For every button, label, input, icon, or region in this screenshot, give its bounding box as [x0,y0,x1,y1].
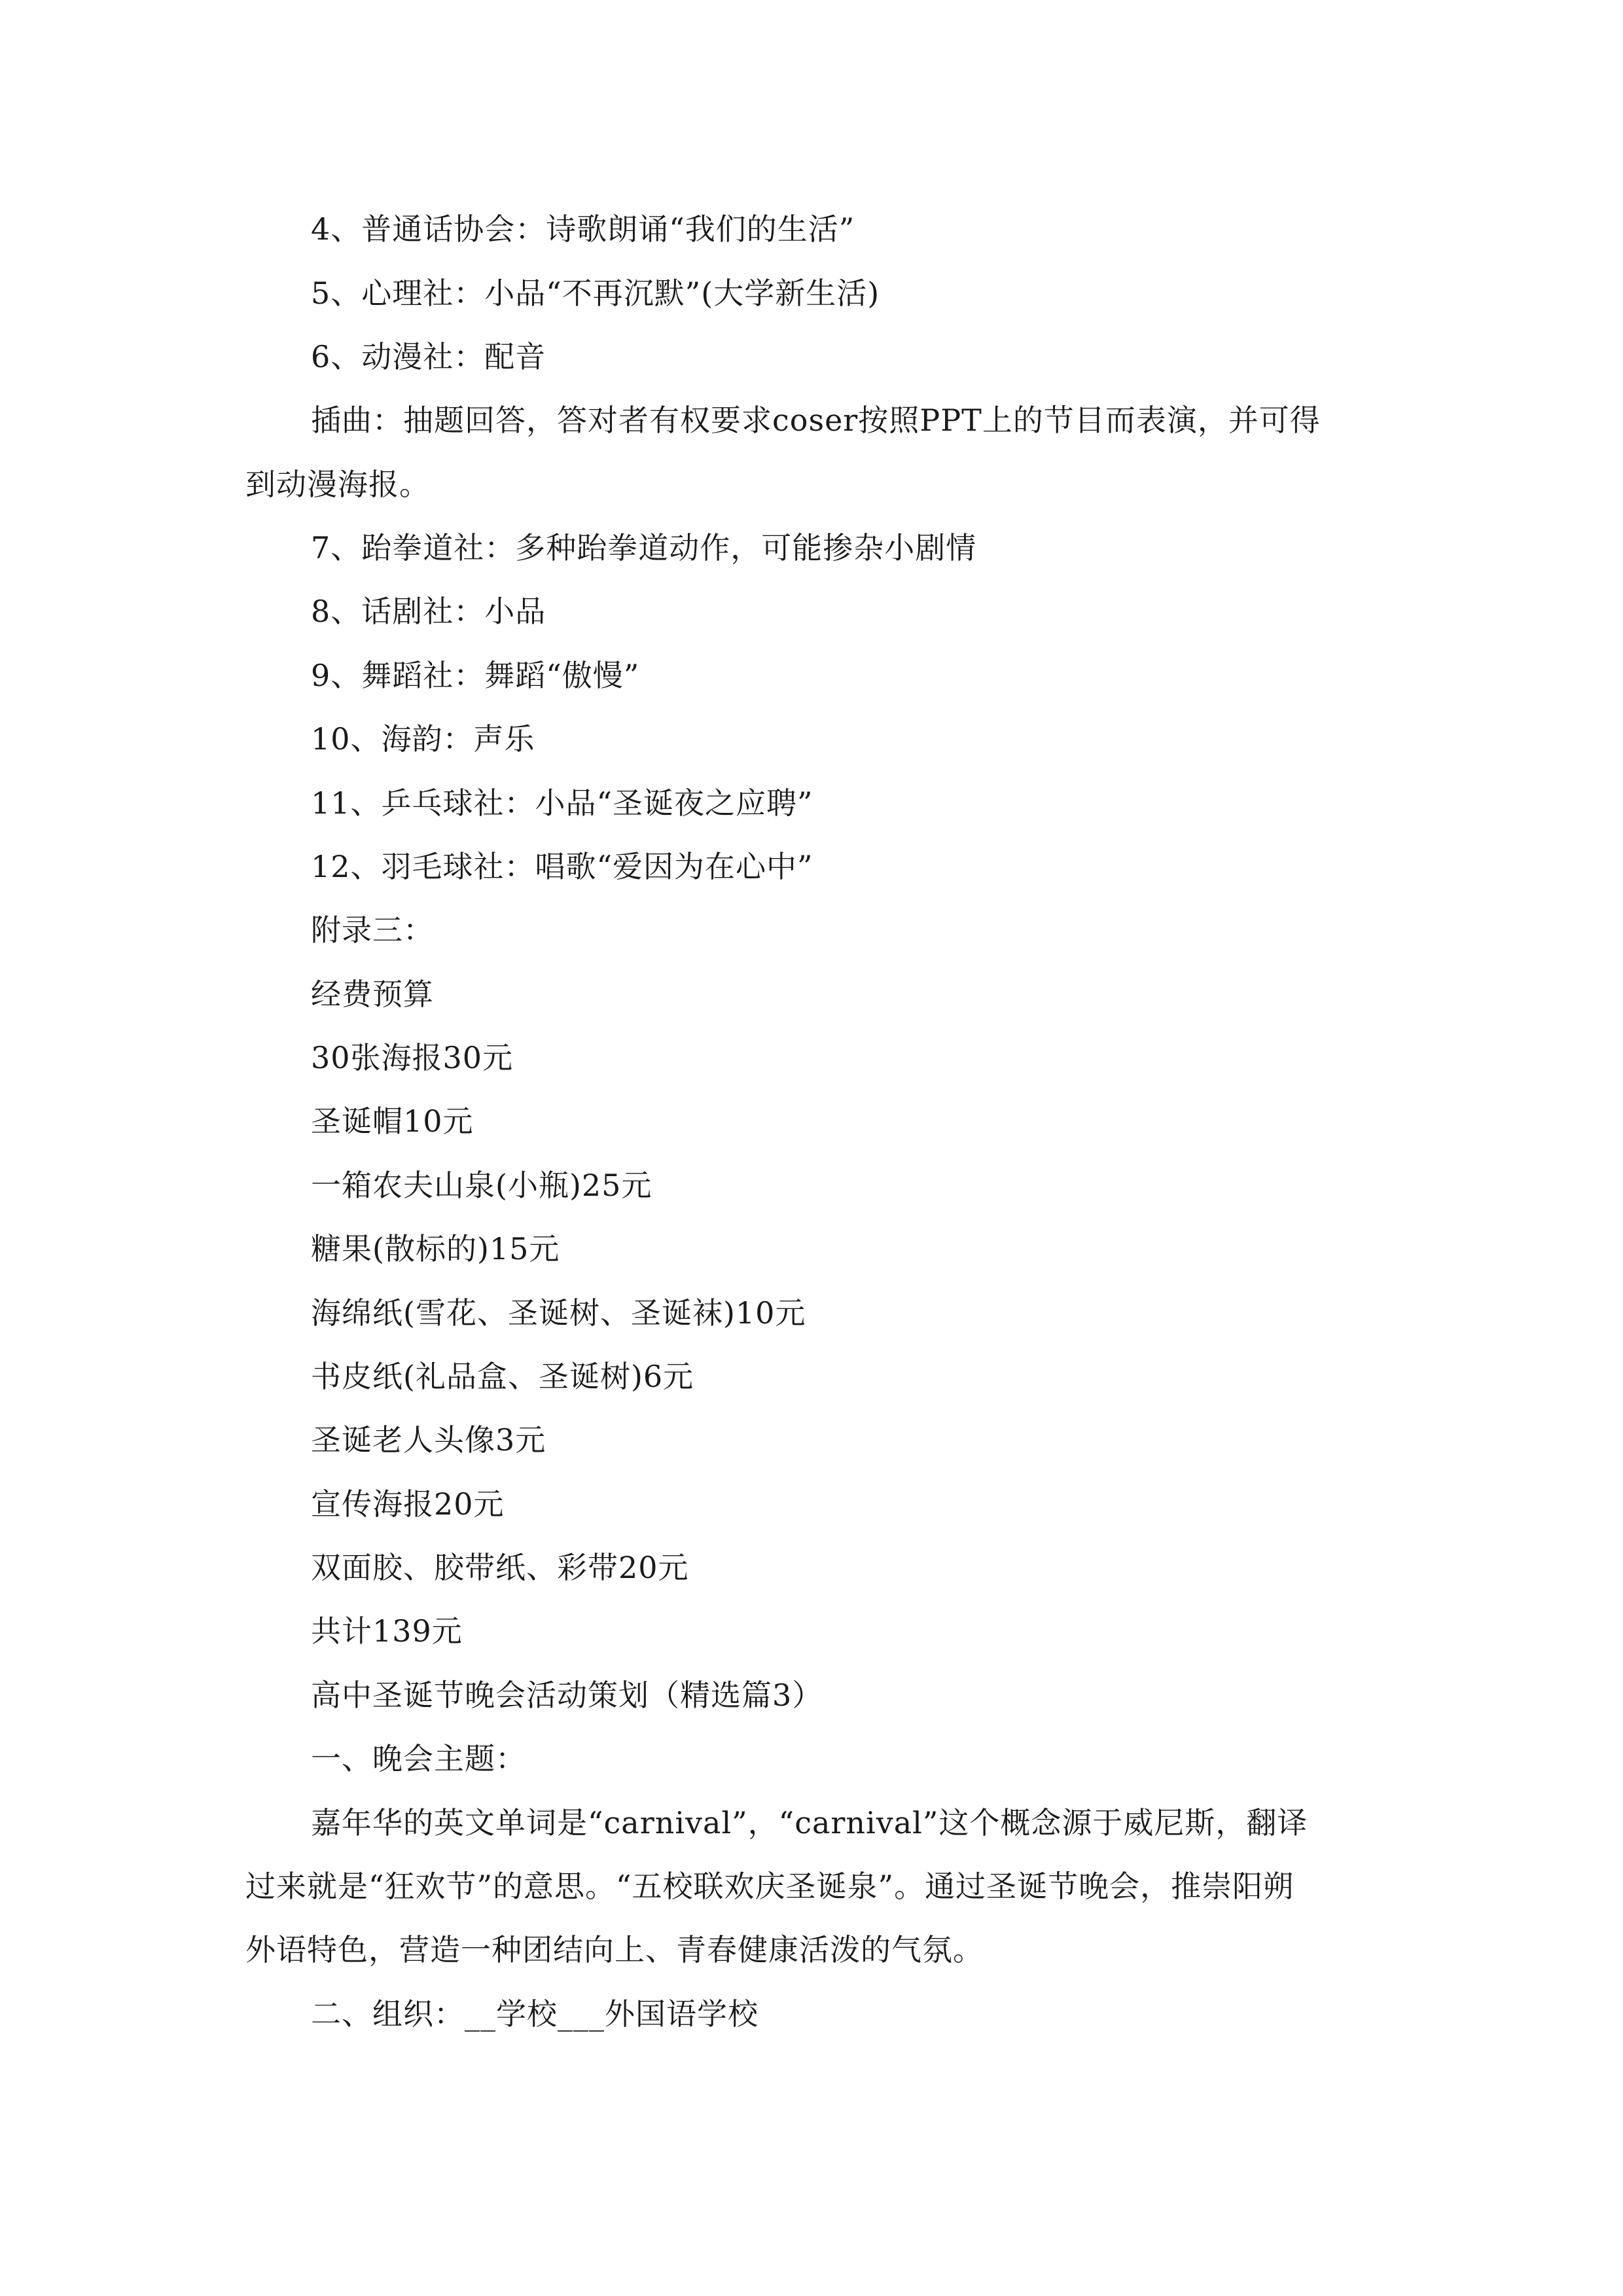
text-line: 嘉年华的英文单词是“carnival”，“carnival”这个概念源于威尼斯，翻译 [311,1805,1308,1840]
text-line: 圣诞老人头像3元 [311,1422,546,1458]
text-line: 5、心理社：小品“不再沉默”(大学新生活) [311,276,880,311]
text-line: 双面胶、胶带纸、彩带20元 [311,1550,689,1585]
text-line: 书皮纸(礼品盒、圣诞树)6元 [311,1359,694,1394]
text-line: 圣诞帽10元 [311,1103,474,1139]
section-subheading: 二、组织：__学校___外国语学校 [311,1996,758,2032]
section-subheading: 一、晚会主题： [311,1741,526,1776]
text-line: 10、海韵：声乐 [311,721,535,757]
text-line: 糖果(散标的)15元 [311,1231,560,1266]
text-line: 过来就是“狂欢节”的意思。“五校联欢庆圣诞泉”。通过圣诞节晚会，推崇阳朔 [245,1869,1294,1904]
text-line: 8、话剧社：小品 [311,594,546,629]
text-line: 海绵纸(雪花、圣诞树、圣诞袜)10元 [311,1295,806,1331]
text-line: 12、羽毛球社：唱歌“爱因为在心中” [311,849,813,884]
text-line: 到动漫海报。 [245,467,430,502]
text-line: 附录三： [311,912,434,948]
text-line: 插曲：抽题回答，答对者有权要求coser按照PPT上的节目而表演，并可得 [311,403,1321,438]
text-line: 共计139元 [311,1613,463,1649]
text-line: 30张海报30元 [311,1040,514,1075]
section-heading: 高中圣诞节晚会活动策划（精选篇3） [311,1677,823,1713]
text-line: 9、舞蹈社：舞蹈“傲慢” [311,658,640,693]
text-line: 11、乒乓球社：小品“圣诞夜之应聘” [311,785,813,821]
text-line: 4、普通话协会：诗歌朗诵“我们的生活” [311,211,855,247]
text-line: 经费预算 [311,977,434,1012]
text-line: 外语特色，营造一种团结向上、青春健康活泼的气氛。 [245,1932,984,1967]
text-line: 宣传海报20元 [311,1486,505,1522]
text-line: 6、动漫社：配音 [311,339,546,374]
text-line: 7、跆拳道社：多种跆拳道动作，可能掺杂小剧情 [311,530,977,565]
text-line: 一箱农夫山泉(小瓶)25元 [311,1168,652,1203]
